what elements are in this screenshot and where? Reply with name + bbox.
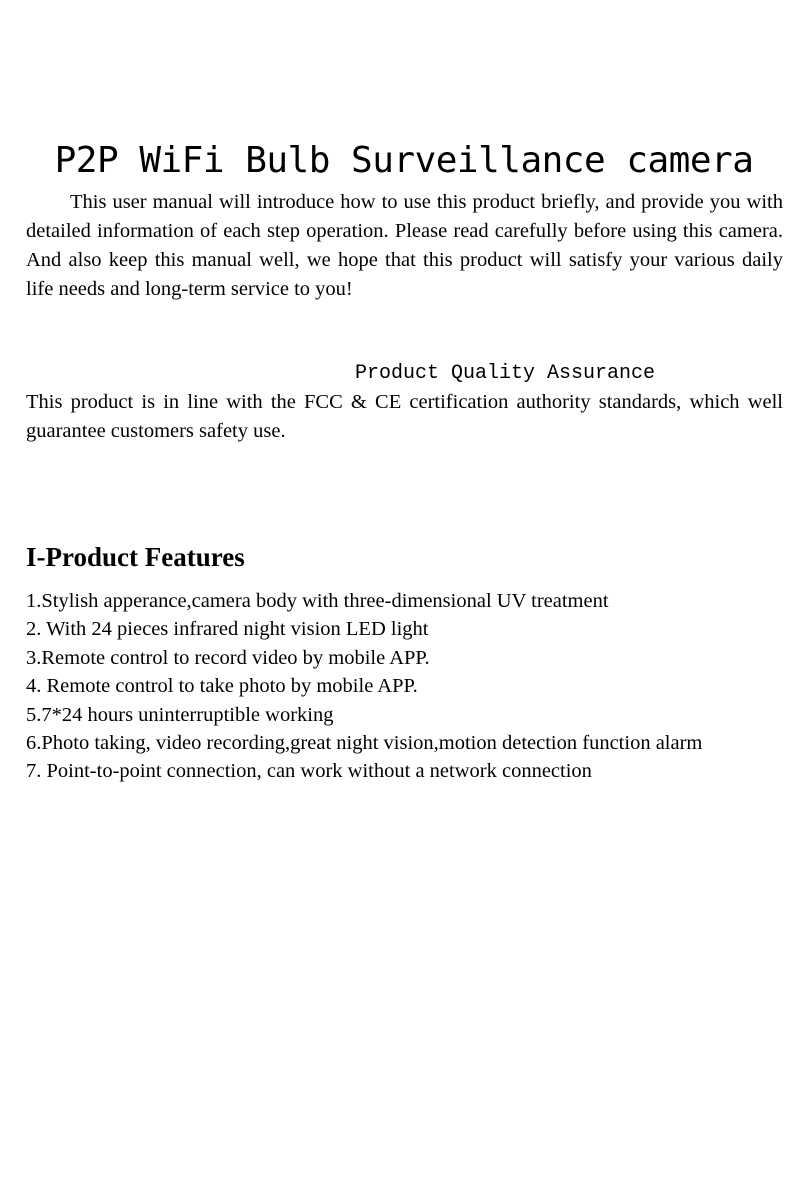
product-features-heading: I-Product Features [26, 542, 245, 572]
feature-item: 6.Photo taking, video recording,great night vision,motion detection function alarm [26, 732, 703, 755]
document-title: P2P WiFi Bulb Surveillance camera [54, 140, 754, 181]
feature-item: 5.7*24 hours uninterruptible working [26, 703, 334, 726]
feature-item: 3.Remote control to record video by mobile APP. [26, 646, 430, 669]
quality-assurance-text: This product is in line with the FCC & CE certification authority standards, which well guarantee customers safety use. [26, 391, 783, 442]
intro-paragraph: This user manual will introduce how to use this product briefly, and provide you with detailed information of each step operation. Please read carefully before using this camera. And also keep this manual well, we hope that this product will satisfy your various daily life needs and long-term service to you! [26, 191, 783, 300]
feature-item: 1.Stylish apperance,camera body with three-dimensional UV treatment [26, 590, 609, 612]
feature-item: 4. Remote control to take photo by mobile APP. [26, 675, 418, 698]
features-list [26, 587, 786, 786]
quality-assurance-heading: Product Quality Assurance [355, 362, 656, 385]
feature-item: 7. Point-to-point connection, can work without a network connection [26, 760, 592, 783]
feature-item: 2. With 24 pieces infrared night vision LED light [26, 618, 429, 641]
